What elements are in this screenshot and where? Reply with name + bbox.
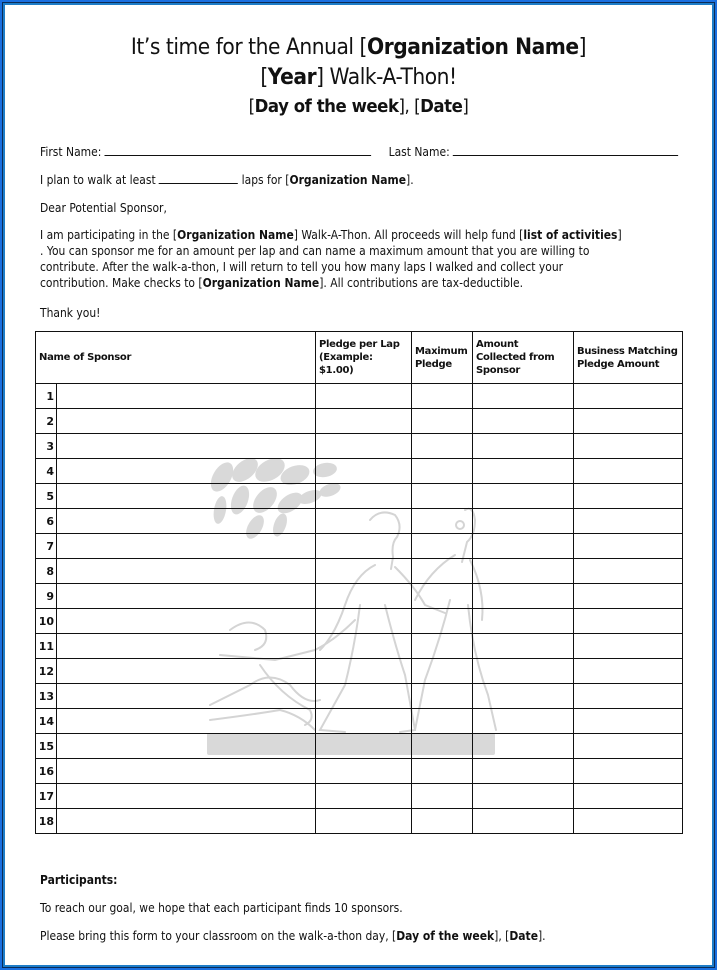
footer-text: ], [ — [494, 928, 510, 943]
amount-collected-cell[interactable] — [473, 709, 574, 734]
table-row — [36, 559, 683, 584]
sponsor-name-cell[interactable] — [57, 409, 316, 434]
bring-form-text — [40, 928, 546, 943]
business-matching-cell[interactable] — [574, 534, 683, 559]
row-number: 6 — [36, 509, 57, 534]
table-row — [36, 484, 683, 509]
business-matching-cell[interactable] — [574, 659, 683, 684]
header-amount-collected: Amount Collected from Sponsor — [473, 332, 574, 384]
maximum-pledge-cell[interactable] — [412, 634, 473, 659]
pledge-per-lap-cell[interactable] — [316, 784, 412, 809]
title-text: ] Walk-A-Thon! — [316, 65, 457, 90]
sponsor-name-cell[interactable] — [57, 634, 316, 659]
maximum-pledge-cell[interactable] — [412, 559, 473, 584]
pledge-per-lap-cell[interactable] — [316, 584, 412, 609]
table-row — [36, 384, 683, 409]
pledge-per-lap-cell[interactable] — [316, 459, 412, 484]
amount-collected-cell[interactable] — [473, 584, 574, 609]
row-number: 5 — [36, 484, 57, 509]
table-row — [36, 634, 683, 659]
business-matching-cell[interactable] — [574, 559, 683, 584]
maximum-pledge-cell[interactable] — [412, 784, 473, 809]
letter-text: I am participating in the [ — [40, 227, 178, 242]
pledge-per-lap-cell[interactable] — [316, 684, 412, 709]
amount-collected-cell[interactable] — [473, 459, 574, 484]
business-matching-cell[interactable] — [574, 584, 683, 609]
table-row — [36, 759, 683, 784]
title-text: ], [ — [398, 96, 421, 117]
title-text: [ — [248, 96, 255, 117]
table-row — [36, 609, 683, 634]
row-number: 16 — [36, 759, 57, 784]
maximum-pledge-cell[interactable] — [412, 809, 473, 834]
last-name-field[interactable] — [453, 144, 678, 156]
row-number: 7 — [36, 534, 57, 559]
first-name-label: First Name: — [40, 144, 102, 159]
pledge-per-lap-cell[interactable] — [316, 484, 412, 509]
sponsor-name-cell[interactable] — [57, 459, 316, 484]
sponsor-name-cell[interactable] — [57, 384, 316, 409]
business-matching-cell[interactable] — [574, 809, 683, 834]
sponsor-name-cell[interactable] — [57, 534, 316, 559]
pledge-per-lap-cell[interactable] — [316, 634, 412, 659]
letter-text: ]. All contributions are tax-deductible. — [319, 275, 524, 290]
letter-text: contribution. Make checks to [ — [40, 275, 203, 290]
table-row — [36, 809, 683, 834]
sponsor-name-cell[interactable] — [57, 759, 316, 784]
footer-text: ]. — [537, 928, 546, 943]
pledge-per-lap-cell[interactable] — [316, 384, 412, 409]
amount-collected-cell[interactable] — [473, 634, 574, 659]
maximum-pledge-cell[interactable] — [412, 384, 473, 409]
title-line-3 — [29, 96, 689, 117]
pledge-per-lap-cell[interactable] — [316, 409, 412, 434]
amount-collected-cell[interactable] — [473, 409, 574, 434]
row-number: 11 — [36, 634, 57, 659]
table-row — [36, 434, 683, 459]
pledge-per-lap-cell[interactable] — [316, 809, 412, 834]
amount-collected-cell[interactable] — [473, 809, 574, 834]
sponsor-name-cell[interactable] — [57, 784, 316, 809]
greeting: Dear Potential Sponsor, — [40, 200, 167, 215]
organization-name-placeholder: Organization Name — [202, 275, 320, 290]
header-name-of-sponsor: Name of Sponsor — [36, 332, 316, 384]
maximum-pledge-cell[interactable] — [412, 734, 473, 759]
footer-text: Please bring this form to your classroom on the walk-a-thon day, [ — [40, 928, 397, 943]
amount-collected-cell[interactable] — [473, 484, 574, 509]
row-number: 14 — [36, 709, 57, 734]
table-row — [36, 584, 683, 609]
pledge-per-lap-cell[interactable] — [316, 709, 412, 734]
business-matching-cell[interactable] — [574, 509, 683, 534]
closing: Thank you! — [40, 305, 101, 320]
laps-prefix-text: I plan to walk at least — [40, 172, 156, 187]
sponsor-name-cell[interactable] — [57, 509, 316, 534]
pledge-per-lap-cell[interactable] — [316, 659, 412, 684]
pledge-per-lap-cell[interactable] — [316, 509, 412, 534]
title-text: ] — [462, 96, 469, 117]
maximum-pledge-cell[interactable] — [412, 509, 473, 534]
letter-text: ] Walk-A-Thon. All proceeds will help fund [ — [293, 227, 524, 242]
laps-text: laps for [ — [241, 172, 290, 187]
title-text: ] — [578, 35, 587, 60]
amount-collected-cell[interactable] — [473, 509, 574, 534]
day-of-week-placeholder: Day of the week — [396, 928, 495, 943]
amount-collected-cell[interactable] — [473, 384, 574, 409]
amount-collected-cell[interactable] — [473, 559, 574, 584]
row-number: 10 — [36, 609, 57, 634]
first-name-field[interactable] — [105, 144, 372, 156]
maximum-pledge-cell[interactable] — [412, 659, 473, 684]
business-matching-cell[interactable] — [574, 434, 683, 459]
sponsor-name-cell[interactable] — [57, 584, 316, 609]
activities-placeholder: list of activities — [523, 227, 618, 242]
row-number: 18 — [36, 809, 57, 834]
title-line-2 — [29, 65, 689, 90]
date-placeholder: Date — [420, 96, 463, 117]
sponsor-name-cell[interactable] — [57, 559, 316, 584]
row-number: 15 — [36, 734, 57, 759]
organization-name-placeholder: Organization Name — [289, 172, 407, 187]
maximum-pledge-cell[interactable] — [412, 434, 473, 459]
laps-text: ]. — [406, 172, 414, 187]
row-number: 1 — [36, 384, 57, 409]
table-row — [36, 784, 683, 809]
table-header-row — [36, 332, 683, 384]
table-row — [36, 534, 683, 559]
table-row — [36, 684, 683, 709]
sponsor-name-cell[interactable] — [57, 484, 316, 509]
row-number: 17 — [36, 784, 57, 809]
maximum-pledge-cell[interactable] — [412, 584, 473, 609]
pledge-per-lap-cell[interactable] — [316, 434, 412, 459]
letter-line: contribute. After the walk-a-thon, I will return to tell you how many laps I walked and collect your — [40, 259, 564, 274]
table-row — [36, 409, 683, 434]
laps-row — [40, 172, 414, 187]
table-row — [36, 459, 683, 484]
goal-text: To reach our goal, we hope that each participant finds 10 sponsors. — [40, 900, 403, 915]
amount-collected-cell[interactable] — [473, 684, 574, 709]
row-number: 2 — [36, 409, 57, 434]
letter-paragraph — [40, 227, 681, 291]
day-of-week-placeholder: Day of the week — [254, 96, 399, 117]
sponsor-name-cell[interactable] — [57, 734, 316, 759]
header-pledge-per-lap: Pledge per Lap (Example: $1.00) — [316, 332, 412, 384]
business-matching-cell[interactable] — [574, 759, 683, 784]
maximum-pledge-cell[interactable] — [412, 409, 473, 434]
business-matching-cell[interactable] — [574, 634, 683, 659]
row-number: 8 — [36, 559, 57, 584]
header-maximum-pledge: Maximum Pledge — [412, 332, 473, 384]
participants-heading: Participants: — [40, 872, 118, 887]
laps-field[interactable] — [159, 172, 238, 184]
letter-line — [40, 275, 681, 291]
name-row — [40, 144, 678, 159]
table-row — [36, 659, 683, 684]
letter-text: ] — [617, 227, 622, 242]
row-number: 12 — [36, 659, 57, 684]
row-number: 13 — [36, 684, 57, 709]
sponsor-name-cell[interactable] — [57, 434, 316, 459]
sponsor-name-cell[interactable] — [57, 709, 316, 734]
organization-name-placeholder: Organization Name — [366, 35, 579, 60]
amount-collected-cell[interactable] — [473, 734, 574, 759]
year-placeholder: Year — [267, 65, 317, 90]
table-row — [36, 509, 683, 534]
organization-name-placeholder: Organization Name — [177, 227, 294, 242]
sponsor-table — [35, 331, 683, 834]
amount-collected-cell[interactable] — [473, 434, 574, 459]
maximum-pledge-cell[interactable] — [412, 484, 473, 509]
business-matching-cell[interactable] — [574, 684, 683, 709]
pledge-per-lap-cell[interactable] — [316, 534, 412, 559]
maximum-pledge-cell[interactable] — [412, 534, 473, 559]
business-matching-cell[interactable] — [574, 409, 683, 434]
row-number: 9 — [36, 584, 57, 609]
row-number: 3 — [36, 434, 57, 459]
maximum-pledge-cell[interactable] — [412, 684, 473, 709]
date-placeholder: Date — [509, 928, 538, 943]
business-matching-cell[interactable] — [574, 784, 683, 809]
amount-collected-cell[interactable] — [473, 784, 574, 809]
business-matching-cell[interactable] — [574, 459, 683, 484]
table-row — [36, 734, 683, 759]
letter-line: . You can sponsor me for an amount per lap and can name a maximum amount that you are willing to — [40, 243, 590, 258]
maximum-pledge-cell[interactable] — [412, 759, 473, 784]
maximum-pledge-cell[interactable] — [412, 459, 473, 484]
maximum-pledge-cell[interactable] — [412, 709, 473, 734]
business-matching-cell[interactable] — [574, 384, 683, 409]
header-business-matching: Business Matching Pledge Amount — [574, 332, 683, 384]
title-text: It’s time for the Annual [ — [130, 35, 367, 60]
pledge-per-lap-cell[interactable] — [316, 759, 412, 784]
business-matching-cell[interactable] — [574, 709, 683, 734]
table-row — [36, 709, 683, 734]
letter-line — [40, 227, 681, 243]
sponsor-name-cell[interactable] — [57, 809, 316, 834]
pledge-per-lap-cell[interactable] — [316, 559, 412, 584]
pledge-per-lap-cell[interactable] — [316, 734, 412, 759]
title-line-1 — [29, 35, 689, 60]
business-matching-cell[interactable] — [574, 609, 683, 634]
sponsor-name-cell[interactable] — [57, 684, 316, 709]
title-text: [ — [260, 65, 268, 90]
amount-collected-cell[interactable] — [473, 609, 574, 634]
business-matching-cell[interactable] — [574, 734, 683, 759]
sponsor-name-cell[interactable] — [57, 609, 316, 634]
pledge-per-lap-cell[interactable] — [316, 609, 412, 634]
amount-collected-cell[interactable] — [473, 659, 574, 684]
maximum-pledge-cell[interactable] — [412, 609, 473, 634]
business-matching-cell[interactable] — [574, 484, 683, 509]
amount-collected-cell[interactable] — [473, 759, 574, 784]
sponsor-name-cell[interactable] — [57, 659, 316, 684]
last-name-label: Last Name: — [388, 144, 450, 159]
row-number: 4 — [36, 459, 57, 484]
amount-collected-cell[interactable] — [473, 534, 574, 559]
